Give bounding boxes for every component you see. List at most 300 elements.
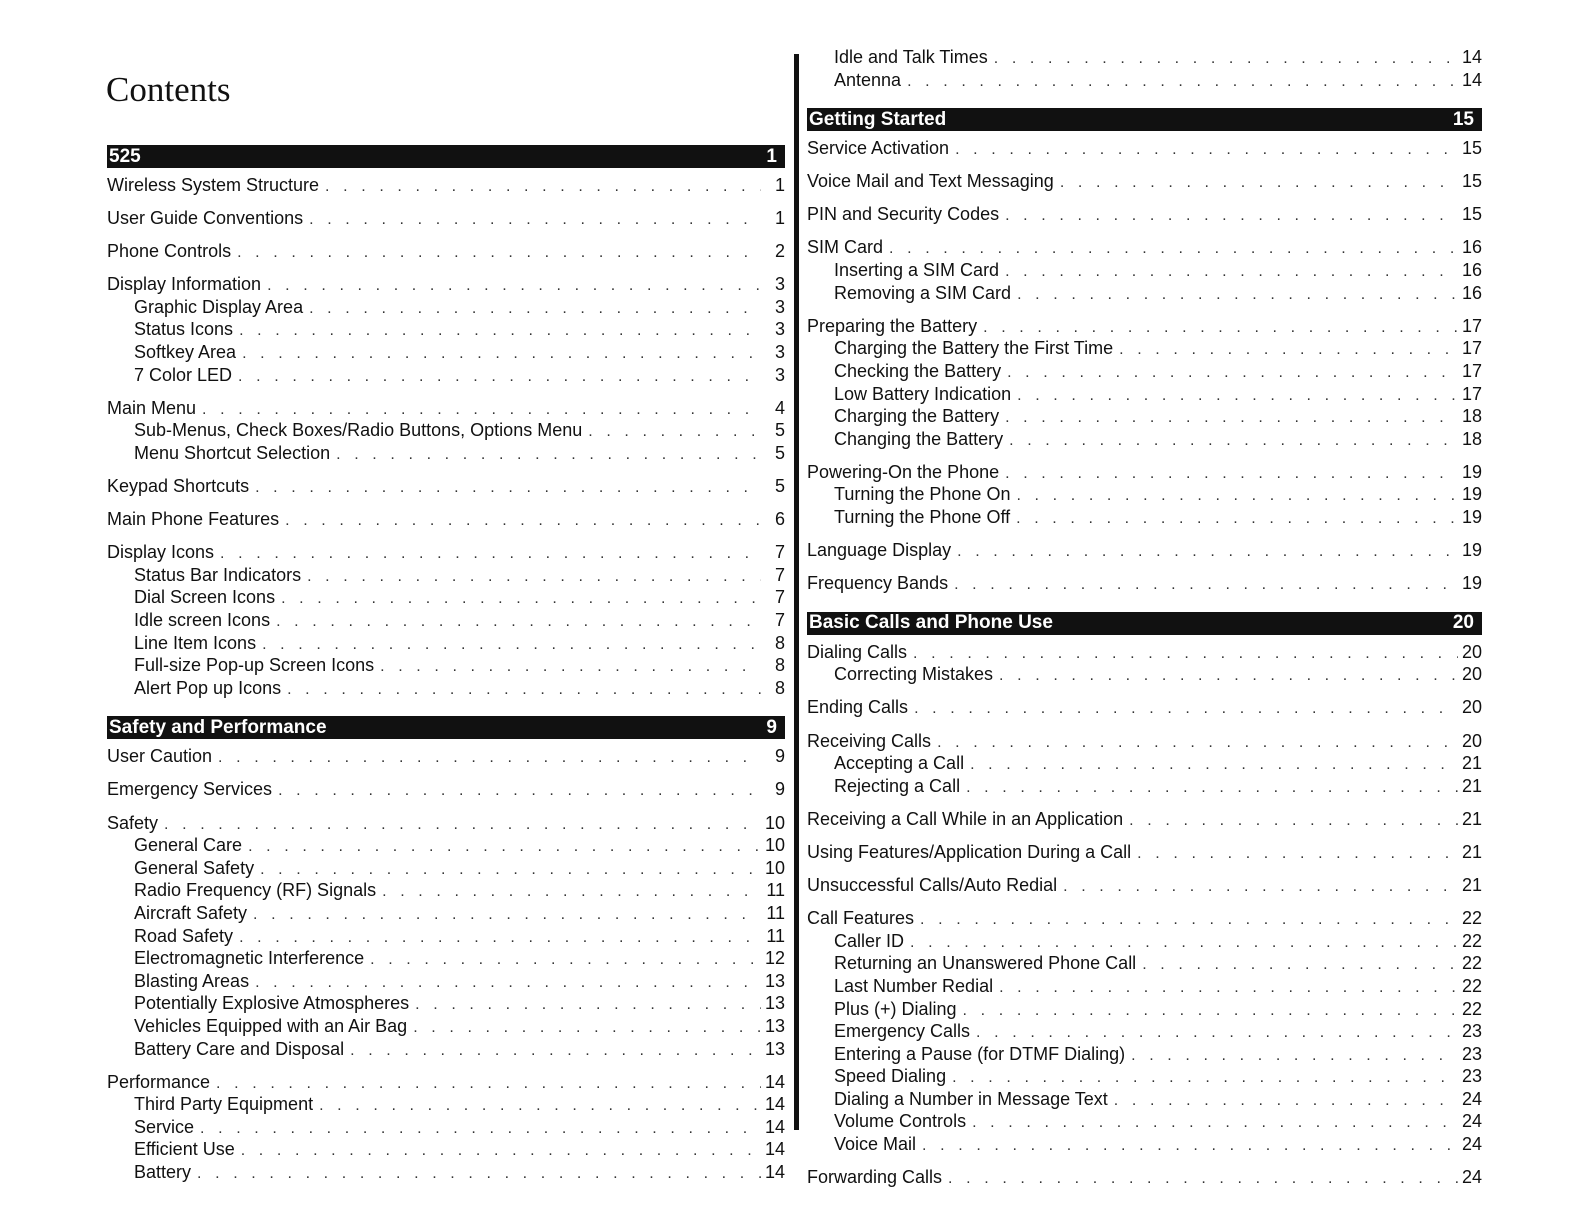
entry-page-number: 14 (764, 1139, 785, 1160)
toc-group (107, 1072, 785, 1185)
toc-entry-preparing-the-battery[interactable] (807, 316, 1482, 339)
toc-subentry-menu-shortcut-selection[interactable] (107, 443, 785, 466)
entry-title: Unsuccessful Calls/Auto Redial (807, 875, 1058, 896)
toc-group (807, 237, 1482, 305)
dot-leader (948, 1169, 1458, 1190)
toc-subentry-battery-care-and-disposal[interactable] (107, 1039, 785, 1062)
toc-subentry-idle-screen-icons[interactable] (107, 610, 785, 633)
entry-title: User Guide Conventions (107, 208, 304, 229)
dot-leader (281, 589, 761, 610)
entry-title: Last Number Redial (834, 975, 994, 996)
entry-page-number: 14 (764, 1094, 785, 1115)
entry-page-number: 11 (766, 880, 785, 901)
entry-page-number: 21 (1461, 875, 1482, 896)
dot-leader (380, 657, 761, 678)
entry-title: Softkey Area (134, 342, 237, 363)
entry-page-number: 16 (1461, 260, 1482, 281)
dot-leader (239, 321, 761, 342)
entry-page-number: 7 (774, 542, 785, 563)
toc-group (807, 731, 1482, 799)
toc-subentry-low-battery-indication[interactable] (807, 384, 1482, 407)
toc-entry-pin-and-security-codes[interactable] (807, 204, 1482, 227)
dot-leader (241, 1141, 761, 1162)
entry-title: Emergency Services (107, 779, 273, 800)
toc-subentry-emergency-calls[interactable] (807, 1021, 1482, 1044)
toc-subentry-turning-the-phone-off[interactable] (807, 507, 1482, 530)
toc-entry-sim-card[interactable] (807, 237, 1482, 260)
entry-page-number: 22 (1461, 930, 1482, 951)
toc-group (807, 809, 1482, 832)
toc-subentry-charging-the-battery-the-first-time[interactable] (807, 338, 1482, 361)
entry-title: Forwarding Calls (807, 1167, 943, 1188)
toc-group (807, 138, 1482, 161)
toc-entry-language-display[interactable] (807, 540, 1482, 563)
entry-title: Removing a SIM Card (834, 282, 1012, 303)
entry-title: Safety (107, 812, 159, 833)
toc-entry-user-caution[interactable] (107, 746, 785, 769)
toc-entry-receiving-a-call-while-in-an-application[interactable] (807, 809, 1482, 832)
entry-title: Plus (+) Dialing (834, 998, 957, 1019)
toc-subentry-speed-dialing[interactable] (807, 1066, 1482, 1089)
entry-page-number: 16 (1461, 237, 1482, 258)
dot-leader (957, 542, 1458, 563)
entry-title: Receiving a Call While in an Application (807, 808, 1124, 829)
entry-page-number: 14 (1461, 47, 1482, 67)
dot-leader (1017, 386, 1458, 407)
section-title: Safety and Performance (109, 716, 327, 738)
entry-title: Accepting a Call (834, 753, 965, 774)
dot-leader (202, 400, 761, 421)
toc-group (107, 509, 785, 532)
section-title: 525 (109, 145, 141, 167)
entry-page-number: 7 (774, 564, 785, 585)
entry-page-number: 23 (1461, 1043, 1482, 1064)
dot-leader (220, 544, 761, 565)
entry-page-number: 2 (774, 241, 785, 262)
toc-subentry-line-item-icons[interactable] (107, 633, 785, 656)
entry-title: Ending Calls (807, 697, 909, 718)
toc-subentry-last-number-redial[interactable] (807, 976, 1482, 999)
dot-leader (907, 72, 1458, 93)
toc-entry-wireless-system-structure[interactable] (107, 175, 785, 198)
entry-title: Changing the Battery (834, 428, 1004, 449)
dot-leader (976, 1023, 1458, 1044)
entry-title: PIN and Security Codes (807, 204, 1000, 225)
entry-page-number: 24 (1461, 1111, 1482, 1132)
entry-page-number: 7 (774, 610, 785, 630)
toc-subentry-inserting-a-sim-card[interactable] (807, 260, 1482, 283)
dot-leader (1009, 431, 1458, 452)
entry-title: Vehicles Equipped with an Air Bag (134, 1015, 408, 1036)
entry-title: Keypad Shortcuts (107, 476, 250, 497)
dot-leader (952, 1068, 1458, 1089)
toc-group (807, 540, 1482, 563)
entry-title: Speed Dialing (834, 1066, 947, 1087)
entry-page-number: 21 (1461, 753, 1482, 774)
toc-subentry-status-icons[interactable] (107, 319, 785, 342)
entry-title: Sub-Menus, Check Boxes/Radio Buttons, Options Menu (134, 420, 583, 441)
entry-title: Turning the Phone Off (834, 507, 1011, 527)
entry-page-number: 17 (1461, 315, 1482, 336)
column-divider (794, 54, 799, 1130)
toc-group (807, 642, 1482, 687)
entry-title: Frequency Bands (807, 573, 949, 594)
dot-leader (1007, 363, 1458, 384)
entry-page-number: 18 (1461, 406, 1482, 427)
dot-leader (972, 1113, 1458, 1134)
toc-entry-frequency-bands[interactable] (807, 573, 1482, 596)
entry-title: Electromagnetic Interference (134, 948, 365, 969)
dot-leader (267, 276, 761, 297)
toc-subentry-battery[interactable] (107, 1162, 785, 1185)
dot-leader (262, 635, 761, 656)
toc-right-column (807, 47, 1482, 1200)
toc-subentry-vehicles-equipped-with-an-air-bag[interactable] (107, 1016, 785, 1039)
entry-title: Inserting a SIM Card (834, 260, 1000, 281)
toc-left-column (107, 145, 785, 1195)
entry-title: Correcting Mistakes (834, 664, 994, 685)
dot-leader (955, 140, 1458, 161)
dot-leader (382, 882, 761, 903)
dot-leader (238, 367, 761, 388)
entry-title: Receiving Calls (807, 730, 932, 751)
toc-entry-ending-calls[interactable] (807, 697, 1482, 720)
entry-title: Language Display (807, 540, 952, 561)
page-title: Contents (106, 70, 231, 109)
entry-page-number: 8 (774, 632, 785, 653)
toc-subentry-7-color-led[interactable] (107, 365, 785, 388)
section-page-number: 9 (766, 716, 777, 738)
entry-title: Blasting Areas (134, 970, 250, 991)
entry-title: Emergency Calls (834, 1021, 971, 1042)
toc-group (807, 842, 1482, 865)
entry-title: Graphic Display Area (134, 296, 304, 317)
dot-leader (1016, 509, 1458, 530)
entry-title: Dialing Calls (807, 641, 908, 662)
entry-page-number: 14 (1461, 69, 1482, 90)
entry-page-number: 13 (764, 1038, 785, 1059)
entry-title: Line Item Icons (134, 632, 257, 653)
toc-subentry-changing-the-battery[interactable] (807, 429, 1482, 452)
entry-title: SIM Card (807, 237, 884, 258)
entry-page-number: 11 (766, 925, 785, 946)
entry-page-number: 1 (774, 175, 785, 195)
entry-page-number: 21 (1461, 775, 1482, 796)
toc-subentry-status-bar-indicators[interactable] (107, 565, 785, 588)
entry-page-number: 3 (774, 319, 785, 340)
entry-page-number: 22 (1461, 953, 1482, 974)
dot-leader (237, 243, 761, 264)
toc-subentry-general-care[interactable] (107, 835, 785, 858)
dot-leader (276, 612, 761, 633)
dot-leader (1005, 408, 1458, 429)
entry-page-number: 22 (1461, 975, 1482, 996)
dot-leader (287, 680, 761, 701)
entry-title: 7 Color LED (134, 364, 233, 385)
dot-leader (963, 1001, 1458, 1022)
toc-group (807, 573, 1482, 596)
entry-page-number: 5 (774, 476, 785, 497)
entry-page-number: 19 (1461, 573, 1482, 594)
toc-subentry-returning-an-unanswered-phone-call[interactable] (807, 953, 1482, 976)
dot-leader (889, 239, 1458, 260)
dot-leader (1005, 464, 1458, 485)
entry-page-number: 7 (774, 587, 785, 608)
entry-page-number: 21 (1461, 808, 1482, 829)
toc-subentry-removing-a-sim-card[interactable] (807, 283, 1482, 306)
dot-leader (325, 177, 761, 198)
toc-group (107, 813, 785, 1062)
dot-leader (242, 344, 761, 365)
dot-leader (1142, 955, 1458, 976)
entry-title: Status Icons (134, 319, 234, 340)
entry-title: Battery Care and Disposal (134, 1038, 345, 1059)
entry-page-number: 4 (774, 397, 785, 418)
toc-group (107, 746, 785, 769)
entry-page-number: 11 (766, 902, 785, 923)
entry-page-number: 15 (1461, 171, 1482, 192)
toc-entry-display-icons[interactable] (107, 542, 785, 565)
toc-group (807, 697, 1482, 720)
entry-page-number: 22 (1461, 998, 1482, 1019)
entry-title: General Care (134, 835, 243, 856)
toc-subentry-charging-the-battery[interactable] (807, 406, 1482, 429)
toc-entry-performance[interactable] (107, 1072, 785, 1095)
toc-group (107, 476, 785, 499)
entry-page-number: 24 (1461, 1167, 1482, 1188)
toc-group (107, 779, 785, 802)
entry-page-number: 18 (1461, 428, 1482, 449)
dot-leader (910, 933, 1458, 954)
toc-group (807, 47, 1482, 92)
entry-page-number: 24 (1461, 1134, 1482, 1155)
dot-leader (914, 699, 1458, 720)
toc-subentry-electromagnetic-interference[interactable] (107, 948, 785, 971)
entry-page-number: 3 (774, 364, 785, 385)
toc-subentry-general-safety[interactable] (107, 858, 785, 881)
toc-subentry-voice-mail[interactable] (807, 1134, 1482, 1157)
toc-entry-phone-controls[interactable] (107, 241, 785, 264)
entry-title: User Caution (107, 746, 213, 767)
entry-page-number: 19 (1461, 540, 1482, 561)
toc-subentry-checking-the-battery[interactable] (807, 361, 1482, 384)
toc-entry-forwarding-calls[interactable] (807, 1167, 1482, 1190)
section-page-number: 15 (1452, 108, 1474, 130)
toc-entry-voice-mail-and-text-messaging[interactable] (807, 171, 1482, 194)
dot-leader (218, 748, 761, 769)
toc-entry-user-guide-conventions[interactable] (107, 208, 785, 231)
entry-title: Display Icons (107, 542, 215, 563)
toc-subentry-potentially-explosive-atmospheres[interactable] (107, 993, 785, 1016)
entry-title: Returning an Unanswered Phone Call (834, 953, 1137, 974)
toc-subentry-sub-menus-check-boxes-radio-buttons-options-menu[interactable] (107, 420, 785, 443)
dot-leader (197, 1164, 761, 1185)
entry-title: Charging the Battery (834, 406, 1000, 427)
toc-subentry-blasting-areas[interactable] (107, 971, 785, 994)
entry-page-number: 17 (1461, 338, 1482, 359)
dot-leader (1137, 844, 1458, 865)
toc-entry-call-features[interactable] (807, 908, 1482, 931)
dot-leader (1114, 1091, 1458, 1112)
entry-title: Battery (134, 1161, 192, 1182)
dot-leader (239, 928, 761, 949)
entry-title: Phone Controls (107, 241, 232, 262)
toc-subentry-rejecting-a-call[interactable] (807, 776, 1482, 799)
entry-title: Road Safety (134, 925, 234, 946)
section-header-safety-and-performance (107, 716, 785, 739)
dot-leader (1060, 173, 1458, 194)
entry-page-number: 9 (774, 746, 785, 767)
entry-page-number: 13 (764, 993, 785, 1014)
entry-title: General Safety (134, 857, 255, 878)
toc-subentry-turning-the-phone-on[interactable] (807, 484, 1482, 507)
entry-title: Charging the Battery the First Time (834, 338, 1114, 359)
entry-title: Volume Controls (834, 1111, 967, 1132)
entry-page-number: 3 (774, 342, 785, 363)
toc-entry-dialing-calls[interactable] (807, 642, 1482, 665)
entry-page-number: 12 (764, 948, 785, 969)
dot-leader (1005, 206, 1458, 227)
toc-group (807, 908, 1482, 1157)
entry-page-number: 8 (774, 677, 785, 698)
entry-title: Full-size Pop-up Screen Icons (134, 655, 375, 676)
dot-leader (920, 910, 1458, 931)
toc-subentry-third-party-equipment[interactable] (107, 1094, 785, 1117)
entry-page-number: 20 (1461, 664, 1482, 685)
toc-entry-unsuccessful-calls-auto-redial[interactable] (807, 875, 1482, 898)
toc-entry-emergency-services[interactable] (107, 779, 785, 802)
dot-leader (413, 1018, 761, 1039)
dot-leader (200, 1119, 761, 1140)
toc-subentry-full-size-pop-up-screen-icons[interactable] (107, 655, 785, 678)
toc-subentry-efficient-use[interactable] (107, 1139, 785, 1162)
dot-leader (307, 567, 761, 588)
dot-leader (983, 318, 1458, 339)
dot-leader (999, 666, 1458, 687)
entry-page-number: 17 (1461, 360, 1482, 381)
entry-page-number: 23 (1461, 1021, 1482, 1042)
toc-subentry-softkey-area[interactable] (107, 342, 785, 365)
toc-subentry-idle-and-talk-times[interactable] (807, 47, 1482, 70)
dot-leader (260, 860, 761, 881)
toc-entry-main-menu[interactable] (107, 398, 785, 421)
dot-leader (999, 978, 1458, 999)
dot-leader (285, 511, 761, 532)
section-header-525 (107, 145, 785, 168)
entry-page-number: 9 (774, 779, 785, 800)
toc-subentry-road-safety[interactable] (107, 926, 785, 949)
toc-subentry-caller-id[interactable] (807, 931, 1482, 954)
entry-page-number: 6 (774, 509, 785, 530)
entry-page-number: 15 (1461, 204, 1482, 225)
toc-group (107, 175, 785, 198)
entry-title: Powering-On the Phone (807, 461, 1000, 482)
toc-entry-service-activation[interactable] (807, 138, 1482, 161)
toc-subentry-correcting-mistakes[interactable] (807, 664, 1482, 687)
toc-subentry-radio-frequency-rf-signals[interactable] (107, 880, 785, 903)
entry-page-number: 21 (1461, 841, 1482, 862)
toc-subentry-plus-dialing[interactable] (807, 999, 1482, 1022)
toc-subentry-dialing-a-number-in-message-text[interactable] (807, 1089, 1482, 1112)
toc-subentry-volume-controls[interactable] (807, 1111, 1482, 1134)
entry-page-number: 17 (1461, 383, 1482, 404)
toc-subentry-aircraft-safety[interactable] (107, 903, 785, 926)
toc-subentry-entering-a-pause-for-dtmf-dialing[interactable] (807, 1044, 1482, 1067)
dot-leader (1063, 877, 1458, 898)
entry-page-number: 3 (774, 274, 785, 295)
toc-entry-display-information[interactable] (107, 274, 785, 297)
dot-leader (319, 1096, 761, 1117)
entry-page-number: 10 (764, 835, 785, 856)
toc-entry-using-features-application-during-a-call[interactable] (807, 842, 1482, 865)
entry-page-number: 13 (764, 970, 785, 991)
toc-subentry-dial-screen-icons[interactable] (107, 587, 785, 610)
toc-group (107, 542, 785, 700)
entry-page-number: 5 (774, 442, 785, 463)
entry-title: Voice Mail and Text Messaging (807, 171, 1054, 192)
entry-title: Aircraft Safety (134, 902, 248, 923)
entry-title: Call Features (807, 908, 915, 929)
toc-entry-powering-on-the-phone[interactable] (807, 462, 1482, 485)
toc-entry-main-phone-features[interactable] (107, 509, 785, 532)
dot-leader (216, 1074, 761, 1095)
entry-page-number: 10 (764, 812, 785, 833)
dot-leader (1131, 1046, 1458, 1067)
toc-subentry-alert-pop-up-icons[interactable] (107, 678, 785, 701)
dot-leader (415, 995, 761, 1016)
toc-entry-receiving-calls[interactable] (807, 731, 1482, 754)
entry-page-number: 22 (1461, 908, 1482, 929)
entry-title: Voice Mail (834, 1134, 917, 1155)
toc-subentry-service[interactable] (107, 1117, 785, 1140)
dot-leader (994, 49, 1458, 70)
entry-page-number: 20 (1461, 697, 1482, 718)
entry-title: Efficient Use (134, 1139, 235, 1160)
entry-title: Turning the Phone On (834, 484, 1011, 505)
entry-page-number: 20 (1461, 730, 1482, 751)
entry-title: Checking the Battery (834, 360, 1002, 381)
dot-leader (913, 644, 1458, 665)
entry-title: Service (134, 1116, 195, 1137)
entry-page-number: 14 (764, 1071, 785, 1092)
entry-page-number: 5 (774, 420, 785, 441)
entry-title: Entering a Pause (for DTMF Dialing) (834, 1043, 1126, 1064)
toc-subentry-antenna[interactable] (807, 70, 1482, 93)
entry-title: Dialing a Number in Message Text (834, 1088, 1108, 1109)
toc-subentry-accepting-a-call[interactable] (807, 753, 1482, 776)
dot-leader (937, 733, 1458, 754)
entry-page-number: 10 (764, 857, 785, 878)
entry-title: Antenna (834, 69, 902, 90)
entry-title: Service Activation (807, 138, 950, 159)
entry-title: Potentially Explosive Atmospheres (134, 993, 410, 1014)
entry-title: Using Features/Application During a Call (807, 841, 1132, 862)
toc-group (107, 208, 785, 231)
dot-leader (370, 950, 761, 971)
toc-group (807, 1167, 1482, 1190)
entry-page-number: 15 (1461, 138, 1482, 159)
entry-title: Display Information (107, 274, 262, 295)
entry-title: Main Phone Features (107, 509, 280, 530)
toc-entry-safety[interactable] (107, 813, 785, 836)
entry-title: Preparing the Battery (807, 315, 978, 336)
entry-title: Radio Frequency (RF) Signals (134, 880, 377, 901)
toc-subentry-graphic-display-area[interactable] (107, 297, 785, 320)
toc-entry-keypad-shortcuts[interactable] (107, 476, 785, 499)
dot-leader (1119, 340, 1458, 361)
section-header-basic-calls-and-phone-use (807, 612, 1482, 635)
toc-group (807, 204, 1482, 227)
